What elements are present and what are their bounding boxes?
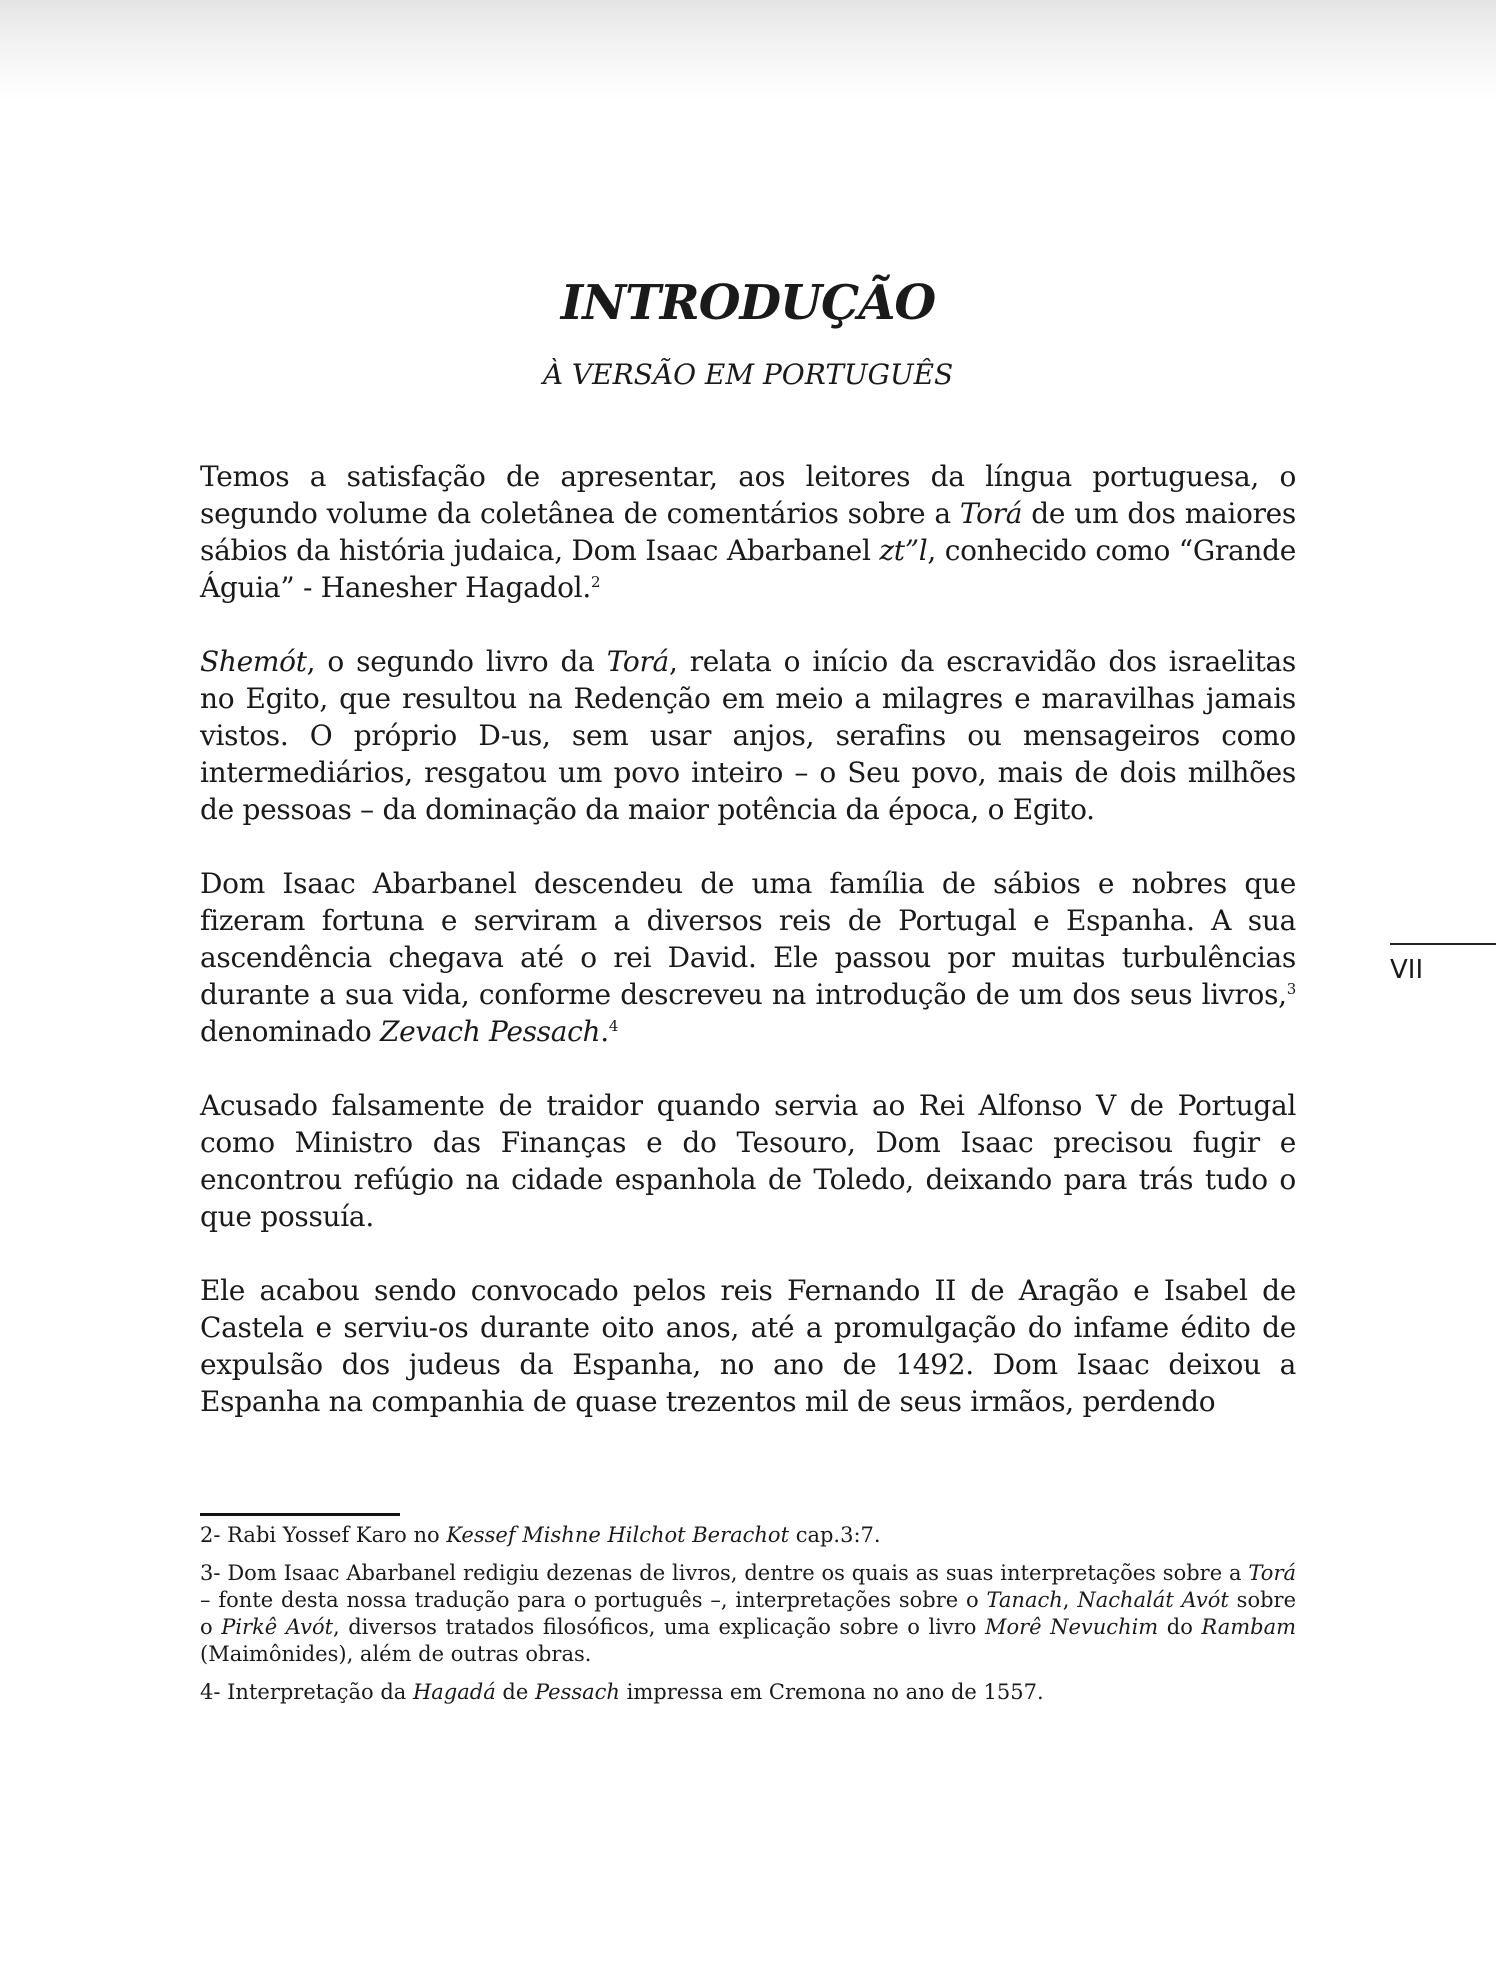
- footnote-ref: 2: [590, 573, 601, 591]
- italic-term: Kessef Mishne Hilchot Berachot: [446, 1523, 790, 1547]
- page-subtitle: À VERSÃO EM PORTUGUÊS: [542, 358, 954, 391]
- text-run: 4- Interpretação da: [200, 1680, 413, 1704]
- footnote-ref: 3: [1286, 980, 1296, 998]
- italic-term: Torá: [1248, 1561, 1296, 1585]
- paragraph-3: [200, 865, 1296, 1050]
- text-run: Ele acabou sendo convocado pelos reis Fernando II de Aragão e Isabel de Castela e serviu-os durante oito anos, até a promulgação do infame édito de expulsão dos judeus da Espanha, no ano de 1492. Dom Isaac deixou a Espanha na companhia de quase trezentos mil de seus irmãos, perdendo: [200, 1274, 1296, 1418]
- paragraph-1: [200, 458, 1296, 606]
- text-run: , relata o início da escravidão dos israelitas no Egito, que resultou na Redenção em meio a milagres e maravilhas jamais vistos. O próprio D-us, sem usar anjos, serafins ou mensageiros como intermediários, resgatou um povo inteiro – o Seu povo, mais de dois milhões de pessoas – da dominação da maior potência da época, o Egito.: [200, 645, 1296, 826]
- text-run: Dom Isaac Abarbanel descendeu de uma família de sábios e nobres que fizeram fortuna e serviram a diversos reis de Portugal e Espanha. A sua ascendência chegava até o rei David. Ele passou por muitas turbulências durante a sua vida, conforme descreveu na introdução de um dos seus livros,: [200, 867, 1296, 1011]
- footnote-2: [200, 1522, 1296, 1549]
- paragraph-5: [200, 1272, 1296, 1420]
- text-run: 2- Rabi Yossef Karo no: [200, 1523, 447, 1547]
- text-run: de um dos maiores sábios da história judaica, Dom Isaac Abarbanel: [200, 497, 1297, 567]
- italic-term: Zevach Pessach: [380, 1015, 601, 1048]
- paragraph-4: [200, 1087, 1296, 1235]
- page-number-rule: [1390, 943, 1496, 945]
- text-run: de: [495, 1680, 535, 1704]
- footnotes: [200, 1522, 1296, 1717]
- page-title: INTRODUÇÃO: [560, 275, 936, 331]
- footnote-ref: 4: [608, 1017, 619, 1035]
- italic-term: zt”l: [879, 534, 928, 567]
- footnote-3: [200, 1560, 1296, 1668]
- text-run: Temos a satisfação de apresentar, aos leitores da língua portuguesa, o segundo volume da coletânea de comentários sobre a: [200, 460, 1296, 530]
- top-page-shadow: [0, 0, 1496, 100]
- text-run: – fonte desta nossa tradução para o português –, interpretações sobre o: [200, 1588, 987, 1612]
- italic-term: Hagadá: [412, 1680, 496, 1704]
- body-text: [200, 458, 1296, 1457]
- italic-term: Pirkê Avót: [221, 1615, 334, 1639]
- italic-term: Shemót: [200, 645, 307, 678]
- text-run: , conhecido como “Grande Águia” - Hanesher Hagadol.: [200, 534, 1296, 604]
- text-run: denominado: [200, 1015, 380, 1048]
- italic-term: Morê Nevuchim: [984, 1615, 1159, 1639]
- text-run: Acusado falsamente de traidor quando servia ao Rei Alfonso V de Portugal como Ministro das Finanças e do Tesouro, Dom Isaac precisou fugir e encontrou refúgio na cidade espanhola de Toledo, deixando para trás tudo o que possuía.: [200, 1089, 1296, 1233]
- italic-term: Torá: [606, 645, 669, 678]
- text-run: impressa em Cremona no ano de 1557.: [619, 1680, 1044, 1704]
- text-run: do: [1158, 1615, 1202, 1639]
- italic-term: Torá: [959, 497, 1023, 530]
- italic-term: Nachalát Avót: [1077, 1588, 1229, 1612]
- page-number: VII: [1390, 955, 1424, 985]
- text-run: sobre o: [200, 1588, 1296, 1639]
- text-run: , o segundo livro da: [306, 645, 607, 678]
- text-run: (Maimônides), além de outras obras.: [200, 1642, 592, 1666]
- footnote-separator: [200, 1513, 400, 1516]
- text-run: , diversos tratados filosóficos, uma explicação sobre o livro: [333, 1615, 985, 1639]
- italic-term: Rambam: [1201, 1615, 1297, 1639]
- italic-term: Pessach: [534, 1680, 620, 1704]
- paragraph-2: [200, 643, 1296, 828]
- text-run: 3- Dom Isaac Abarbanel redigiu dezenas de livros, dentre os quais as suas interpretações sobre a: [200, 1561, 1249, 1585]
- italic-term: Tanach: [986, 1588, 1063, 1612]
- text-run: .: [600, 1015, 609, 1048]
- footnote-4: [200, 1679, 1296, 1706]
- text-run: ,: [1062, 1588, 1078, 1612]
- text-run: cap.3:7.: [789, 1523, 881, 1547]
